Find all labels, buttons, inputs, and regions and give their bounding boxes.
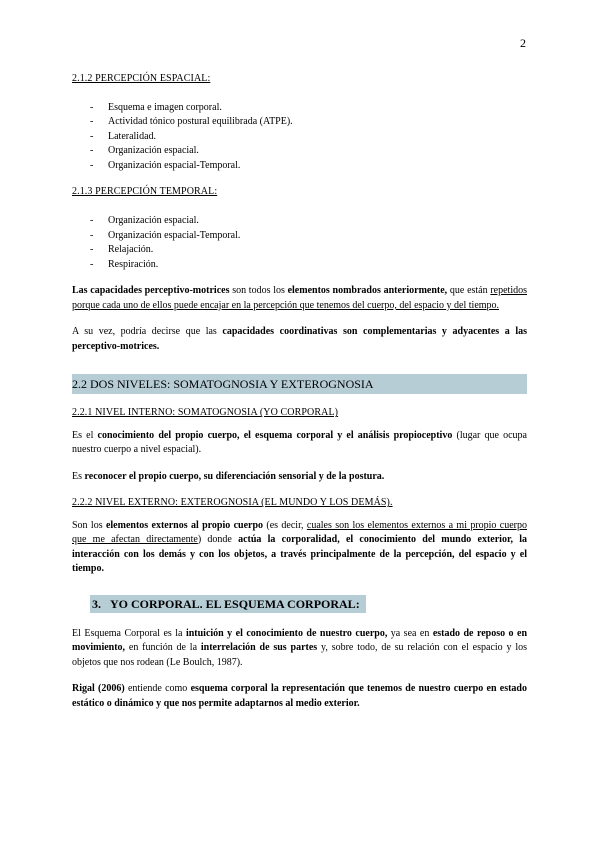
- heading-2-1-3: 2.1.3 PERCEPCIÓN TEMPORAL:: [72, 186, 218, 198]
- list-item: - Respiración.: [72, 258, 527, 273]
- paragraph-exterognosia: Son los elementos externos al propio cuerpo (es decir, cuales son los elementos externos a mi propio cuerpo que me afectan directamente) donde actúa la corporalidad, el conocimiento del mundo exterior, la interacción con los demás y con los objetos, a través principalmente de la percepción, del espacio y el tiempo.: [72, 519, 527, 575]
- dash-bullet: -: [90, 101, 94, 113]
- dash-bullet: -: [90, 159, 94, 171]
- list-item: - Organización espacial-Temporal.: [72, 229, 527, 244]
- page-content: [72, 72, 527, 723]
- heading-2-1-2: 2.1.2 PERCEPCIÓN ESPACIAL:: [72, 73, 211, 84]
- dash-bullet: -: [90, 116, 94, 128]
- dash-bullet: -: [90, 244, 94, 256]
- section-heading-3: [90, 595, 366, 613]
- section-title: YO CORPORAL. EL ESQUEMA CORPORAL:: [110, 596, 360, 611]
- list-item: - Organización espacial.: [72, 214, 527, 229]
- list-item: - Organización espacial-Temporal.: [72, 159, 527, 174]
- paragraph-rigal: Rigal (2006) entiende como esquema corporal la representación que tenemos de nuestro cuerpo en estado estático o dinámico y que nos permite adaptarnos al medio exterior.: [72, 683, 527, 709]
- paragraph-somatognosia-1: Es el conocimiento del propio cuerpo, el esquema corporal y el análisis propioceptivo (lugar que ocupa nuestro cuerpo a nivel espacial).: [72, 429, 527, 456]
- paragraph-capacidades: Las capacidades perceptivo-motrices son todos los elementos nombrados anteriormente, que están repetidos porque cada uno de ellos puede encajar en la percepción que tenemos del cuerpo, del espacio y del tiempo.: [72, 285, 527, 311]
- dash-bullet: -: [90, 214, 94, 226]
- section-number: 3.: [92, 596, 101, 611]
- page-number: 2: [520, 36, 526, 50]
- dash-bullet: -: [90, 258, 94, 270]
- list-item: - Actividad tónico postural equilibrada (ATPE).: [72, 115, 527, 130]
- paragraph-coordinativas: A su vez, podría decirse que las capacidades coordinativas son complementarias y adyacentes a las perceptivo-motrices.: [72, 326, 527, 352]
- paragraph-esquema-corporal: El Esquema Corporal es la intuición y el conocimiento de nuestro cuerpo, ya sea en estado de reposo o en movimiento, en función de la interrelación de sus partes y, sobre todo, de su relación con el espacio y los objetos que nos rodean (Le Boulch, 1987).: [72, 627, 528, 668]
- heading-2-2-1: 2.2.1 NIVEL INTERNO: SOMATOGNOSIA (YO CORPORAL): [72, 407, 339, 419]
- list-item: - Relajación.: [72, 243, 527, 258]
- list-item: - Organización espacial.: [72, 144, 527, 159]
- list-item: - Lateralidad.: [72, 130, 527, 145]
- list-percepcion-espacial: [72, 101, 527, 174]
- section-heading-2-2: 2.2 DOS NIVELES: SOMATOGNOSIA Y EXTEROGNOSIA: [72, 374, 527, 394]
- paragraph-somatognosia-2: Es reconocer el propio cuerpo, su diferenciación sensorial y de la postura.: [72, 470, 385, 482]
- heading-2-2-2: 2.2.2 NIVEL EXTERNO: EXTEROGNOSIA (EL MUNDO Y LOS DEMÁS).: [72, 497, 393, 509]
- list-item: - Esquema e imagen corporal.: [72, 101, 527, 116]
- list-percepcion-temporal: [72, 214, 527, 272]
- dash-bullet: -: [90, 145, 94, 157]
- dash-bullet: -: [90, 229, 94, 241]
- dash-bullet: -: [90, 130, 94, 142]
